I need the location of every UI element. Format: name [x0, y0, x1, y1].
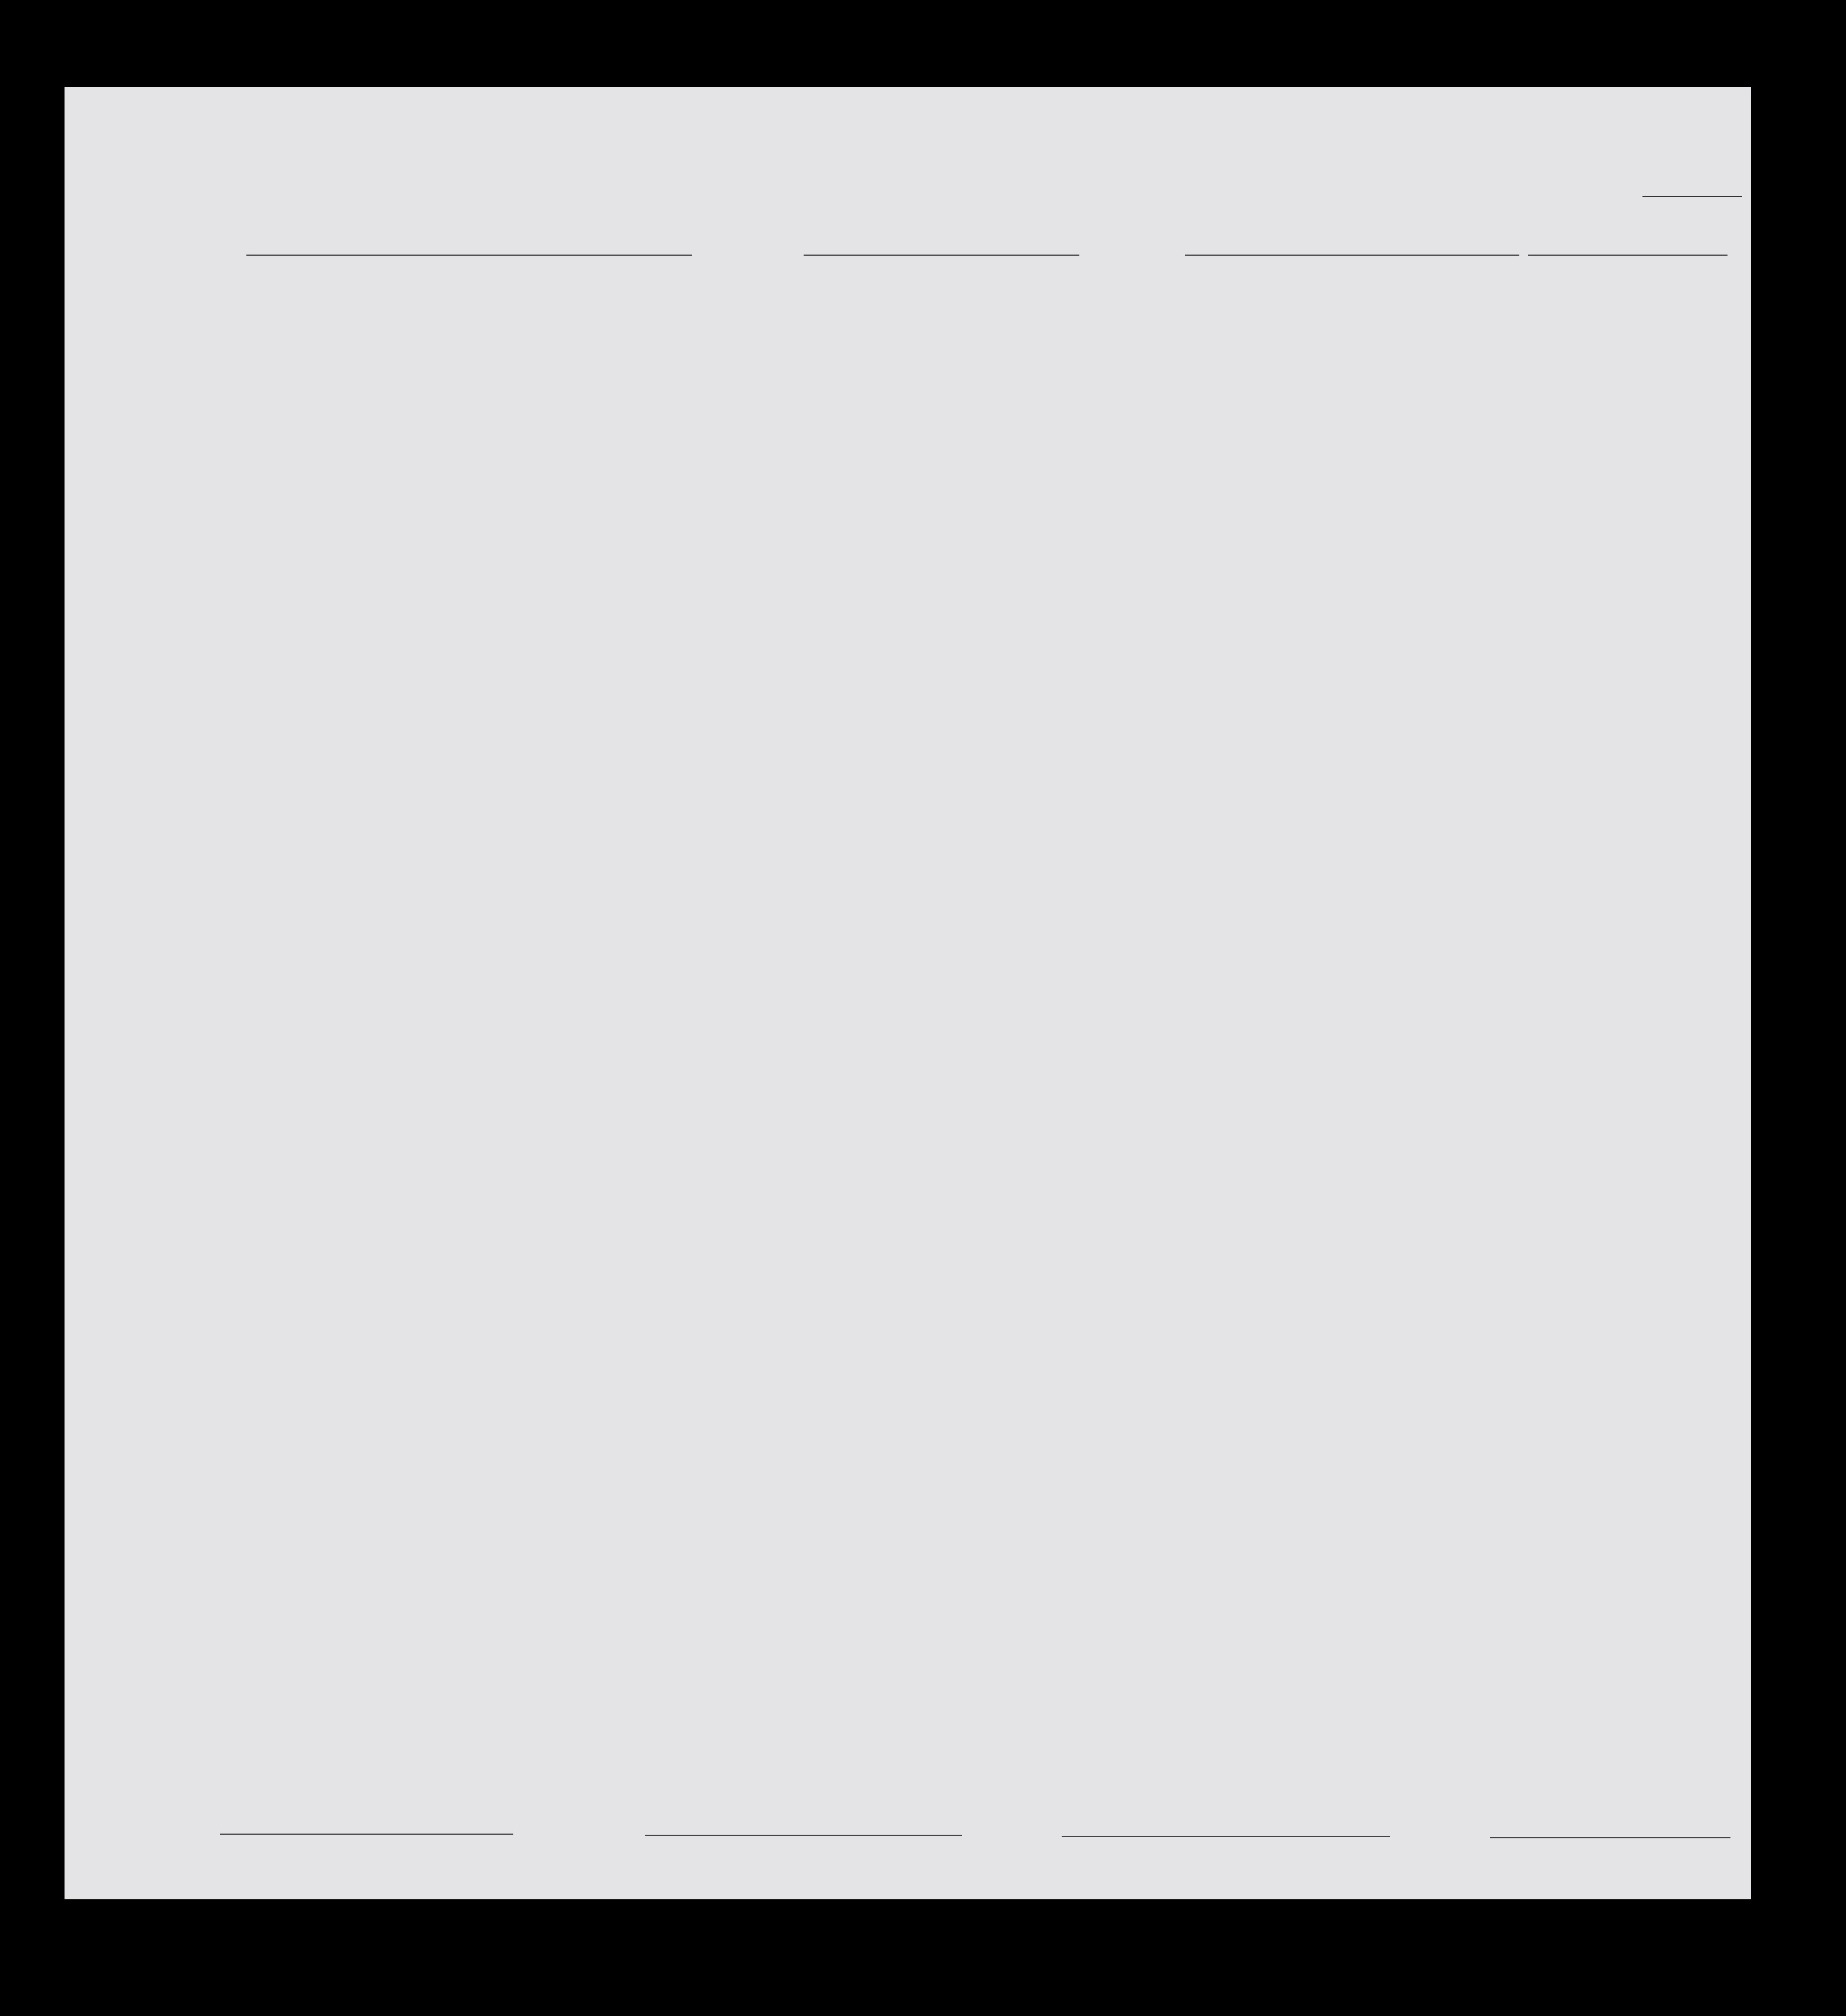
owners-underline: [645, 1835, 962, 1836]
col8-header: [1200, 273, 1296, 276]
col2-header: [223, 273, 614, 279]
officer-underline: [1490, 1837, 1730, 1838]
col3-header: [616, 273, 692, 284]
col5-header: [845, 273, 1038, 283]
col11-header: [1575, 273, 1739, 280]
line-underline: [220, 1834, 513, 1835]
col4-header: [710, 273, 815, 284]
col9-header: [1302, 273, 1408, 276]
agents-underline: [1062, 1836, 1390, 1837]
manifest-sheet: [65, 87, 1751, 1899]
col10-header: [1420, 273, 1566, 280]
manifest-grid: [65, 87, 1751, 1899]
col6-header: [1029, 273, 1088, 278]
col7-header: [1094, 273, 1191, 283]
